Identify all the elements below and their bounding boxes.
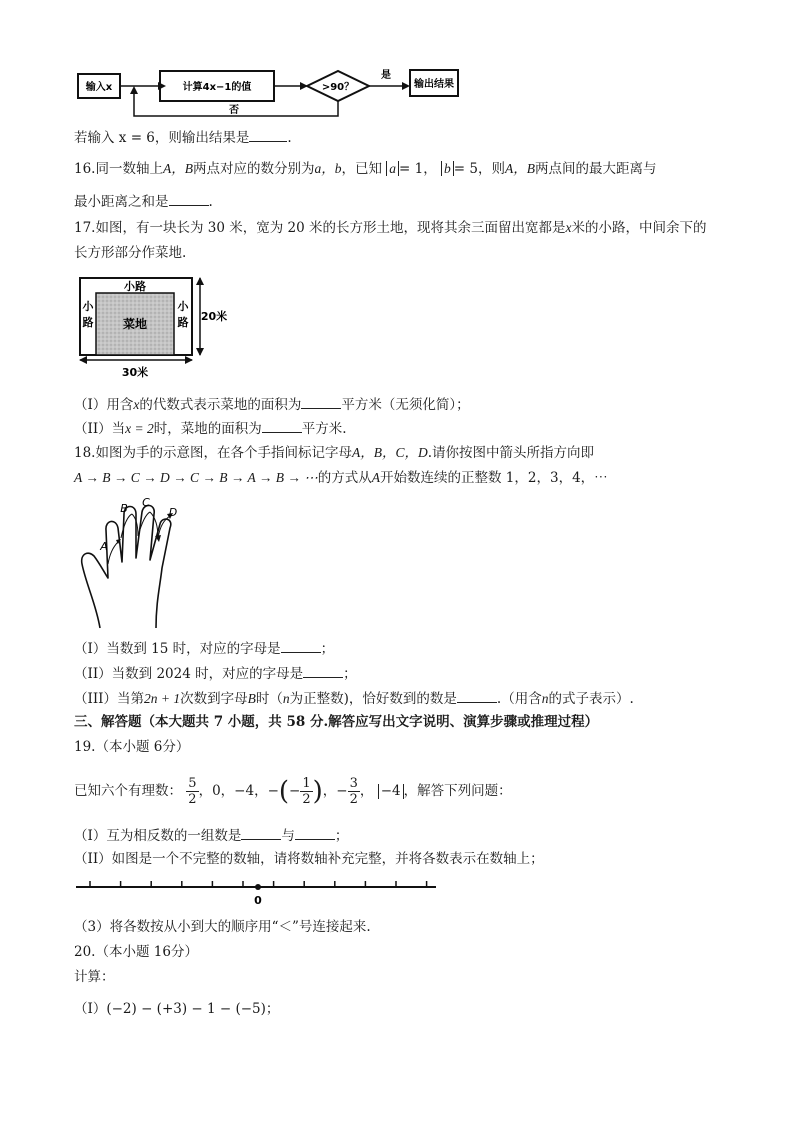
q20-part1: （I）(−2) − (+3) − 1 − (−5)； [74, 1001, 280, 1017]
q18-part3-blank[interactable] [457, 689, 497, 703]
q17-line2: 长方形部分作菜地. [74, 245, 187, 261]
q20-intro: 计算： [74, 969, 115, 985]
svg-text:路: 路 [177, 316, 189, 329]
flowchart [74, 62, 474, 124]
svg-text:小: 小 [82, 300, 94, 313]
q19-part1-blank-1[interactable] [241, 826, 281, 840]
q17-part1-blank[interactable] [301, 395, 341, 409]
q17-part1: （I）用含x的代数式表示菜地的面积为 平方米（无须化简）； [74, 397, 470, 413]
hand-label-c: C [142, 496, 150, 509]
number-line-zero-label: 0 [254, 894, 262, 906]
q18-line1: 18.如图为手的示意图，在各个手指间标记字母A，B，C，D.请你按图中箭头所指方向即 [74, 445, 595, 461]
q17-part2-blank[interactable] [262, 419, 302, 433]
flowchart-no-label: 否 [229, 105, 239, 116]
svg-text:小路: 小路 [124, 280, 146, 293]
hand-label-b: B [120, 502, 128, 515]
q18-part2: （II）当数到 2024 时，对应的字母是 ； [74, 666, 357, 682]
svg-text:菜地: 菜地 [122, 317, 148, 331]
q19-numbers-line: 已知六个有理数： $\frac{5}{2}$ ，0，−4，−(− $\frac{1}{2}$ )，− $\frac{3}{2}$ ， −4 ，解答下列问题： [74, 776, 512, 807]
svg-text:30米: 30米 [121, 366, 149, 379]
q16-line2: 最小距离之和是 . [74, 194, 213, 210]
svg-text:输出结果: 输出结果 [414, 79, 454, 90]
q19-part2: （II）如图是一个不完整的数轴，请将数轴补充完整，并将各数表示在数轴上； [74, 851, 544, 867]
q18-hand-figure [74, 494, 194, 630]
fraction-1-2: $\frac{1}{2}$ [302, 776, 311, 807]
q18-part1-blank[interactable] [281, 639, 321, 653]
q19-number-line [74, 876, 440, 906]
hand-label-a: A [100, 540, 108, 553]
q19-header: 19.（本小题 6分） [74, 739, 190, 755]
svg-text:输入x: 输入x [85, 82, 113, 93]
q18-line2: A → B → C → D → C → B → A → B → ⋯的方式从A开始数连续的正整数 1，2，3，4，⋯ [74, 470, 608, 486]
section-3-heading: 三、解答题（本大题共 7 小题，共 58 分.解答应写出文字说明、演算步骤或推理过程） [74, 714, 599, 730]
q16-line1: 16.同一数轴上A，B两点对应的数分别为a，b，已知 a = 1， b = 5，则A，B两点间的最大距离与 [74, 161, 657, 177]
q15-question-tail: 若输入 x = 6，则输出结果是 . [74, 130, 292, 146]
flowchart-output-box [410, 70, 458, 96]
hand-label-d: D [168, 506, 178, 519]
flowchart-yes-label: 是 [381, 70, 391, 81]
q20-header: 20.（本小题 16分） [74, 944, 198, 960]
q19-part1: （I）互为相反数的一组数是 与 ； [74, 828, 349, 844]
q16-answer-blank[interactable] [169, 192, 209, 206]
fraction-5-2: $\frac{5}{2}$ [188, 776, 197, 807]
flowchart-compute-box [160, 71, 274, 101]
q17-line1: 17.如图，有一块长为 30 米，宽为 20 米的长方形土地，现将其余三面留出宽都是x米的小路，中间余下的 [74, 220, 707, 236]
svg-text:20米: 20米 [200, 310, 228, 323]
abs-a: a [386, 161, 399, 176]
flowchart-condition-diamond [307, 71, 369, 101]
fraction-3-2: $\frac{3}{2}$ [349, 776, 358, 807]
q15-answer-blank[interactable] [249, 128, 287, 142]
q18-part2-blank[interactable] [303, 664, 343, 678]
number-line-origin-dot [255, 884, 261, 890]
abs-b: b [441, 161, 454, 176]
svg-text:计算4x−1的值: 计算4x−1的值 [182, 82, 252, 93]
q17-land-figure [74, 272, 244, 384]
q19-part1-blank-2[interactable] [295, 826, 335, 840]
q18-part3: （III）当第2n + 1次数到字母B时（n为正整数)，恰好数到的数是 .（用含n的式子表示）. [74, 691, 634, 707]
q17-part2: （II）当x = 2时，菜地的面积为 平方米. [74, 421, 347, 437]
flowchart-input-box [78, 74, 120, 98]
svg-text:路: 路 [82, 316, 94, 329]
abs-neg4: −4 [378, 784, 404, 799]
q19-part3: （3）将各数按从小到大的顺序用“＜”号连接起来. [74, 919, 371, 935]
q18-part1: （I）当数到 15 时，对应的字母是 ； [74, 641, 335, 657]
svg-text:>90？: >90？ [321, 82, 355, 93]
hand-outline [82, 505, 171, 628]
svg-text:小: 小 [177, 300, 189, 313]
